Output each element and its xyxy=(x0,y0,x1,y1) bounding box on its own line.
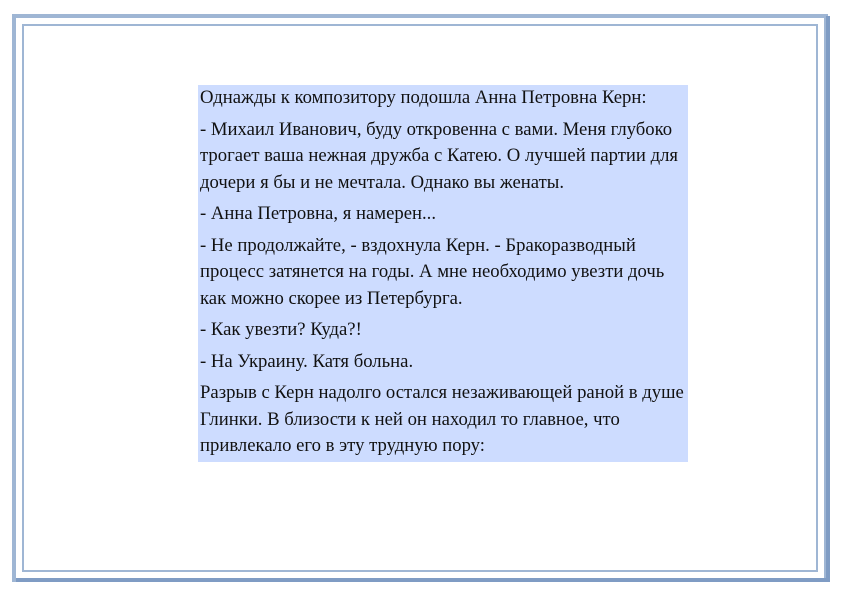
frame-shadow-right xyxy=(826,16,830,580)
paragraph-7: Разрыв с Керн надолго остался незаживающей раной в душе Глинки. В близости к ней он находил то главное, что привлекало его в эту трудную пору: xyxy=(200,382,684,456)
paragraph-2: - Михаил Иванович, буду откровенна с вами. Меня глубоко трогает ваша нежная дружба с Катею. О лучшей партии для дочери я бы и не мечтала. Однако вы женаты. xyxy=(200,118,679,193)
paragraph-1: Однажды к композитору подошла Анна Петровна Керн: xyxy=(200,87,647,108)
paragraph-4: - Не продолжайте, - вздохнула Керн. - Бракоразводный процесс затянется на годы. А мне необходимо увезти дочь как можно скорее из Петербурга. xyxy=(200,234,665,309)
paragraph-3: - Анна Петровна, я намерен... xyxy=(200,203,437,224)
paragraph-6: - На Украину. Катя больна. xyxy=(200,350,414,372)
frame-shadow-bottom xyxy=(16,578,830,582)
text-block xyxy=(198,85,688,462)
paragraph-5: - Как увезти? Куда?! xyxy=(200,319,362,340)
